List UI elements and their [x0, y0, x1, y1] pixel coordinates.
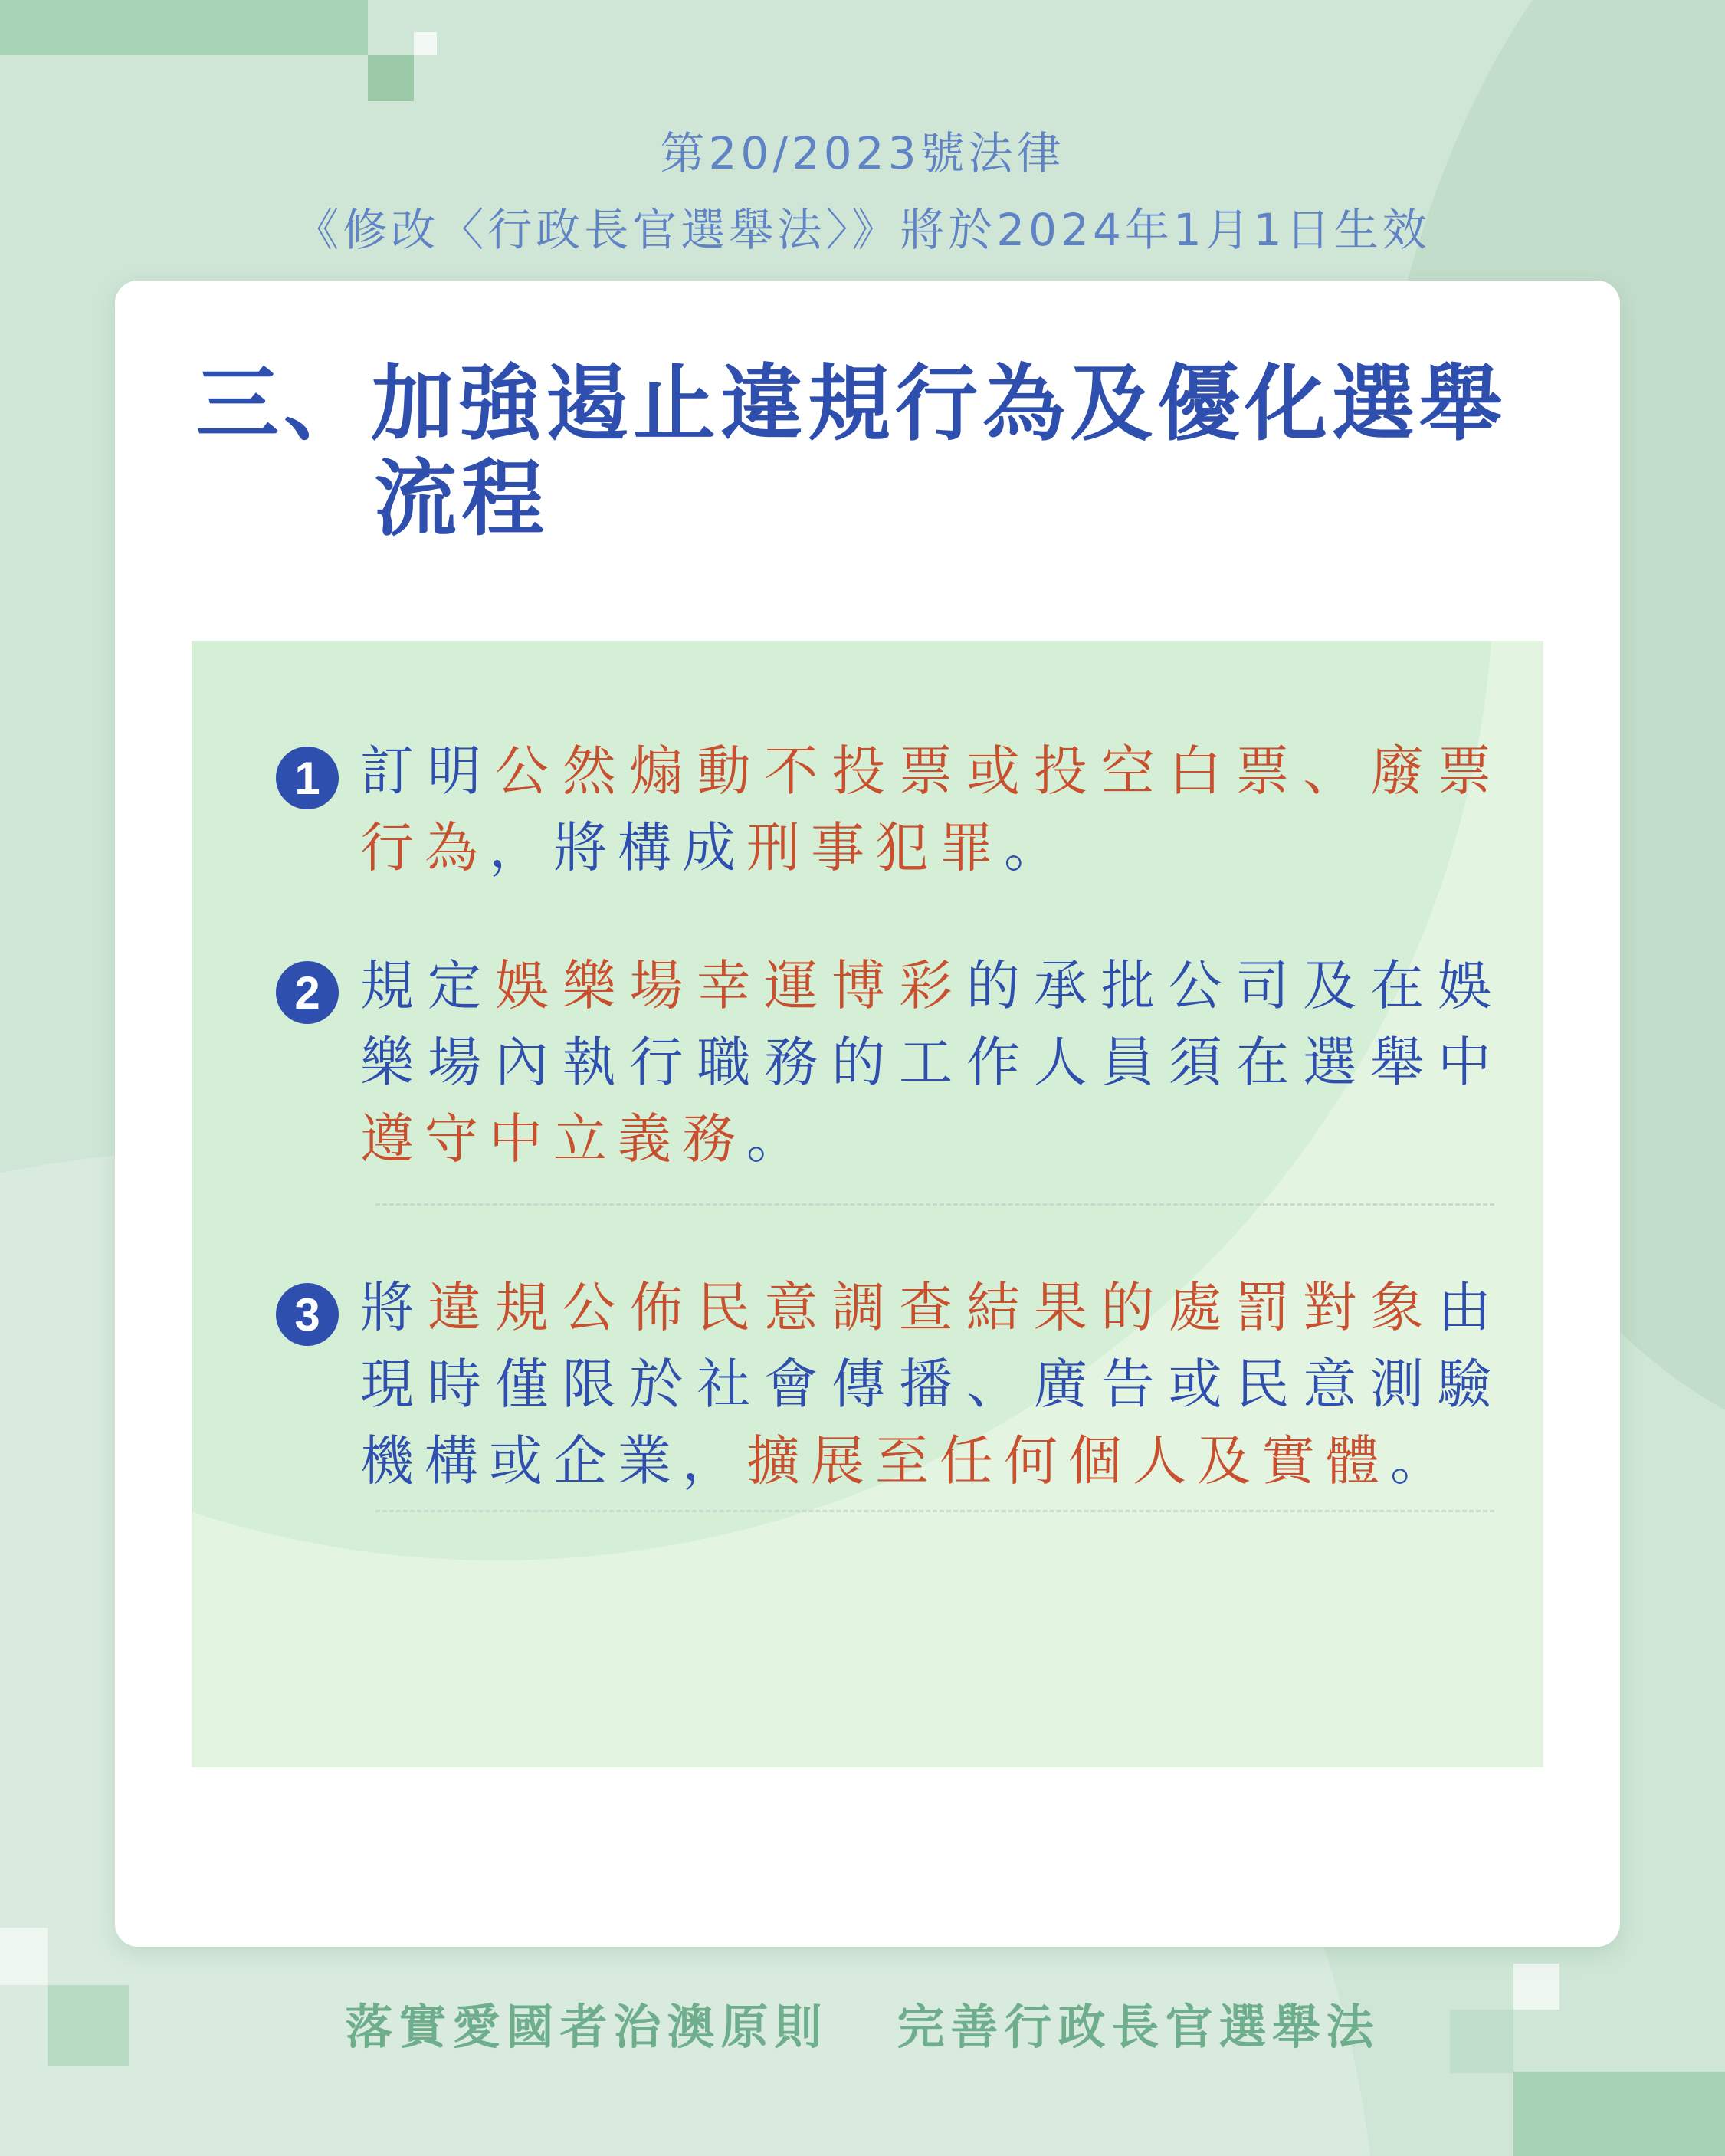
number-badge: 3 — [276, 1283, 339, 1346]
text-segment: 。 — [1390, 1429, 1454, 1492]
highlight-segment: 娛樂場幸運博彩 — [494, 954, 966, 1017]
highlight-segment: 刑事犯罪 — [746, 816, 1004, 879]
decor-square — [1513, 2072, 1725, 2156]
footer-slogan-left: 落實愛國者治澳原則 — [345, 1999, 828, 2055]
item-text — [360, 1269, 1502, 1499]
section-title-line1: 三、加強遏止違規行為及優化選舉 — [196, 356, 1507, 452]
decor-square — [0, 1928, 48, 1985]
list-item — [276, 947, 1502, 1177]
section-title-line2: 流程 — [374, 451, 549, 547]
item-text — [360, 733, 1502, 886]
text-segment: 。 — [1004, 816, 1068, 879]
footer-slogan — [0, 1993, 1725, 2062]
text-segment: 將 — [360, 1276, 428, 1339]
highlight-segment: 公然煽動不投票或投空白票、廢票行為 — [360, 740, 1502, 879]
number-badge: 1 — [276, 747, 339, 809]
highlight-segment: 擴展至任何個人及實體 — [746, 1429, 1390, 1492]
highlight-segment: 遵守中立義務 — [360, 1108, 746, 1170]
dashed-divider — [375, 1203, 1494, 1206]
text-segment: 訂明 — [360, 740, 495, 802]
list-item — [276, 733, 1502, 886]
section-title — [196, 357, 1591, 547]
content-card — [115, 281, 1620, 1947]
text-segment: 。 — [746, 1108, 811, 1170]
decor-square — [414, 32, 437, 55]
highlight-segment: 違規公佈民意調查結果的處罰對象 — [427, 1276, 1438, 1339]
dashed-divider — [375, 1510, 1494, 1512]
text-segment: 規定 — [360, 954, 495, 1017]
list-item — [276, 1269, 1502, 1499]
footer-slogan-right: 完善行政長官選舉法 — [897, 1999, 1380, 2055]
decor-square — [368, 55, 414, 101]
law-number: 第20/2023號法律 — [660, 127, 1065, 179]
law-effective-date: 《修改〈行政長官選舉法〉》將於2024年1月1日生效 — [294, 204, 1431, 256]
item-text — [360, 947, 1502, 1177]
items-panel — [192, 641, 1543, 1767]
number-badge: 2 — [276, 961, 339, 1024]
decor-square — [0, 0, 368, 55]
text-segment: 的承批公司及在娛樂場內執行職務的工作人員須在選舉中 — [360, 954, 1502, 1094]
text-segment: ，將構成 — [489, 816, 746, 879]
text-segment: 由現時僅限於社會傳播、廣告或民意測驗機構或企業， — [360, 1276, 1502, 1492]
law-header — [0, 115, 1725, 268]
